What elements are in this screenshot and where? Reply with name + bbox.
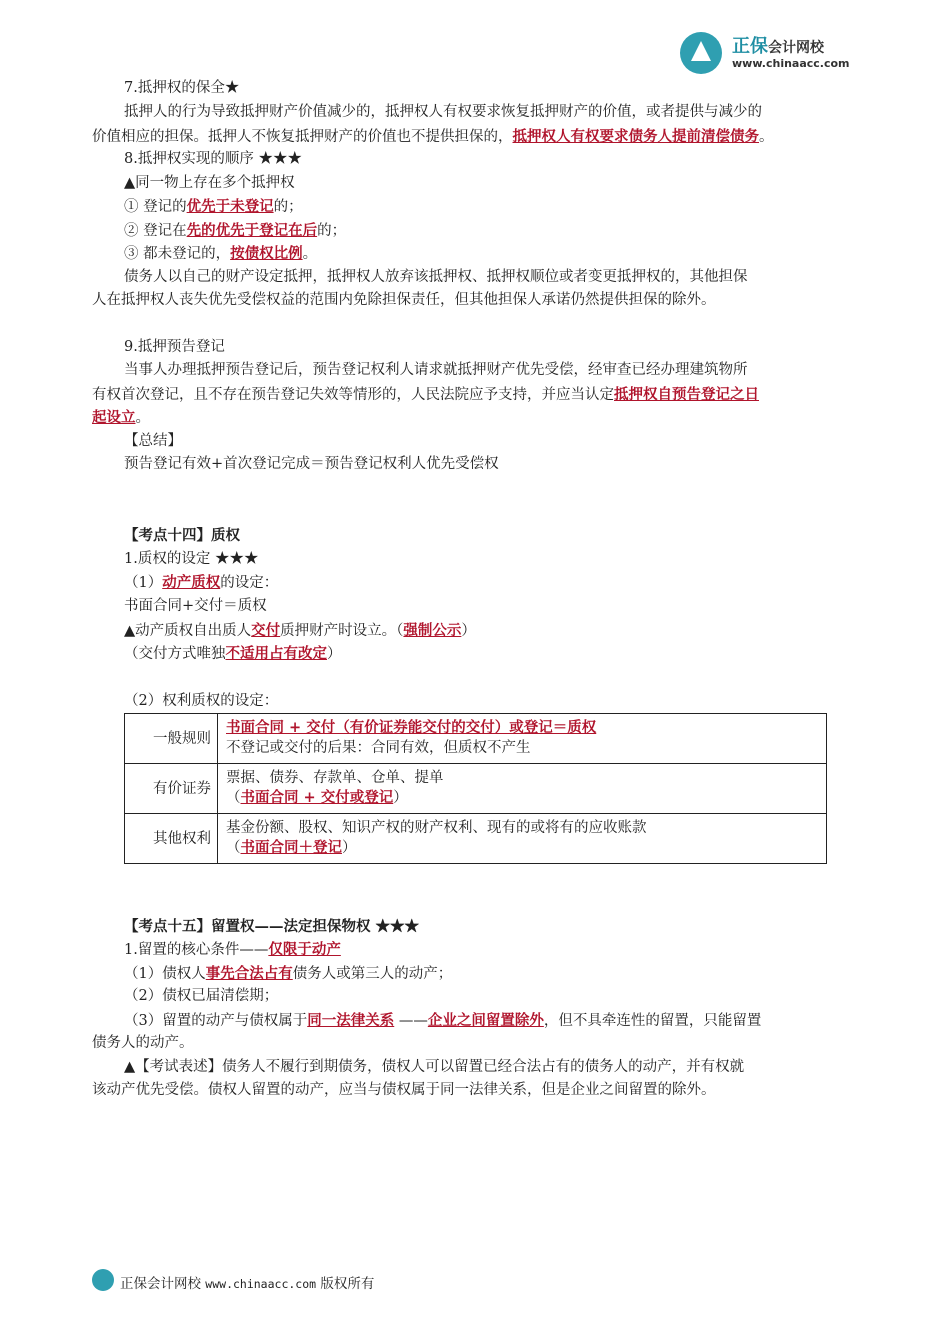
section-8-para-line2: 人在抵押权人丧失优先受偿权益的范围内免除担保责任，但其他担保人承诺仍然提供担保的除外。 xyxy=(92,292,716,308)
keypoint-14-paren: （交付方式唯独不适用占有改定） xyxy=(124,645,342,662)
header-logo xyxy=(680,30,870,74)
keypoint-14-item-1: 1.质权的设定 ★★★ xyxy=(124,551,259,567)
table-row xyxy=(125,814,827,864)
section-9-title: 9.抵押预告登记 xyxy=(124,339,225,355)
logo-title: 正保 xyxy=(732,36,768,57)
section-8-para-line1: 债务人以自己的财产设定抵押，抵押权人放弃该抵押权、抵押权顺位或者变更抵押权的，其他担保 xyxy=(124,269,748,285)
section-8-title: 8.抵押权实现的顺序 ★★★ xyxy=(124,151,302,167)
section-9-para-line2: 有权首次登记，且不存在预告登记失效等情形的，人民法院应予支持，并应当认定抵押权自预告登记之日 xyxy=(92,386,759,403)
rights-pledge-table xyxy=(124,713,827,864)
keypoint-14-title: 【考点十四】质权 xyxy=(124,527,240,544)
section-8-item-2: ② 登记在先的优先于登记在后的； xyxy=(124,222,347,239)
table-row-head: 有价证券 xyxy=(125,764,218,814)
keypoint-15-exam-line1: ▲【考试表述】债务人不履行到期债务，债权人可以留置已经合法占有的债务人的动产，并有权就 xyxy=(124,1059,745,1075)
table-row-content: 票据、债券、存款单、仓单、提单 （书面合同 + 交付或登记） xyxy=(218,764,827,814)
logo-subtitle: 会计网校 xyxy=(768,40,824,56)
section-8-item-1: ① 登记的优先于未登记的； xyxy=(124,198,303,215)
section-9-para-line3: 起设立。 xyxy=(92,409,150,426)
table-row xyxy=(125,714,827,764)
table-row-head: 其他权利 xyxy=(125,814,218,864)
keypoint-14-note: ▲动产质权自出质人交付质押财产时设立。（强制公示） xyxy=(124,622,476,639)
summary-label: 【总结】 xyxy=(124,433,182,449)
logo-url: www.chinaacc.com xyxy=(732,57,850,70)
footer-brand: 正保会计网校 xyxy=(120,1276,201,1292)
highlight-text: 抵押权人有权要求债务人提前清偿债务 xyxy=(512,128,759,145)
keypoint-15-title: 【考点十五】留置权——法定担保物权 ★★★ xyxy=(124,918,420,935)
keypoint-14-item-1-1: （1）动产质权的设定： xyxy=(124,574,279,591)
footer-logo-icon xyxy=(92,1269,114,1291)
keypoint-15-cond-2: （2）债权已届清偿期； xyxy=(124,988,279,1004)
summary-text: 预告登记有效+首次登记完成＝预告登记权利人优先受偿权 xyxy=(124,456,499,472)
footer-rights: 版权所有 xyxy=(320,1276,375,1292)
footer-url: www.chinaacc.com xyxy=(205,1277,317,1291)
keypoint-15-exam-line2: 该动产优先受偿。债权人留置的动产，应当与债权属于同一法律关系，但是企业之间留置的除外。 xyxy=(92,1082,716,1098)
section-7-para-line2: 价值相应的担保。抵押人不恢复抵押财产的价值也不提供担保的，抵押权人有权要求债务人提前清偿债务。 xyxy=(92,128,774,145)
keypoint-15-item-1: 1.留置的核心条件——仅限于动产 xyxy=(124,941,341,958)
table-row-content: 书面合同 + 交付（有价证券能交付的交付）或登记＝质权 不登记或交付的后果：合同有效，但质权不产生 xyxy=(218,714,827,764)
section-8-subtitle: ▲同一物上存在多个抵押权 xyxy=(124,175,295,191)
section-9-para-line1: 当事人办理抵押预告登记后，预告登记权利人请求就抵押财产优先受偿，经审查已经办理建筑物所 xyxy=(124,362,748,378)
keypoint-15-cond-3: （3）留置的动产与债权属于同一法律关系 ——企业之间留置除外，但不具牵连性的留置，只能留置 xyxy=(124,1012,762,1029)
footer xyxy=(120,1272,374,1292)
table-row-content: 基金份额、股权、知识产权的财产权利、现有的或将有的应收账款 （书面合同＋登记） xyxy=(218,814,827,864)
logo-icon xyxy=(680,32,722,74)
keypoint-14-item-2: （2）权利质权的设定： xyxy=(124,693,279,709)
keypoint-15-cond-1: （1）债权人事先合法占有债务人或第三人的动产； xyxy=(124,965,453,982)
keypoint-14-formula: 书面合同+交付＝质权 xyxy=(124,598,267,614)
table-row xyxy=(125,764,827,814)
keypoint-15-cond-3-cont: 债务人的动产。 xyxy=(92,1035,194,1051)
section-7-title: 7.抵押权的保全★ xyxy=(124,80,240,96)
section-8-item-3: ③ 都未登记的，按债权比例。 xyxy=(124,245,318,262)
section-7-para-line1: 抵押人的行为导致抵押财产价值减少的，抵押权人有权要求恢复抵押财产的价值，或者提供与减少的 xyxy=(124,104,762,120)
table-row-head: 一般规则 xyxy=(125,714,218,764)
